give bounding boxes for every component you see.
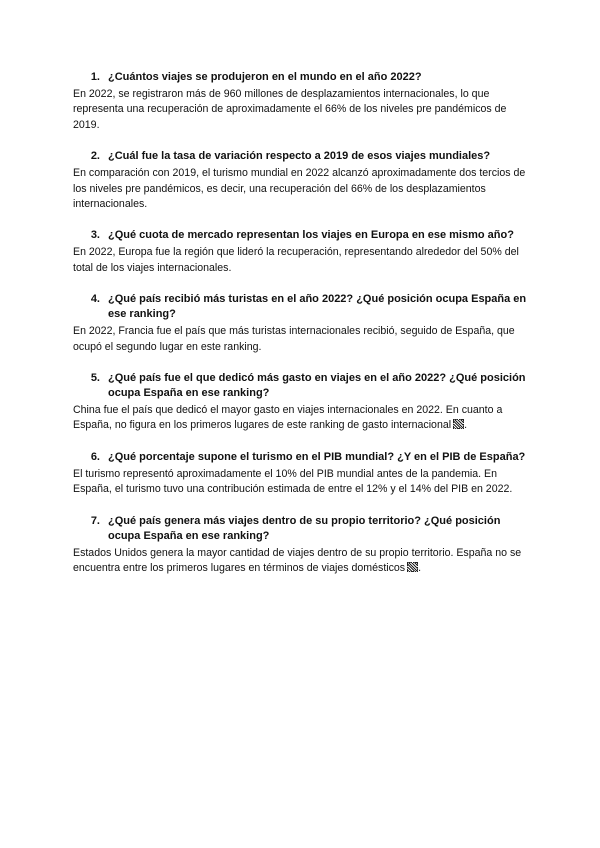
question-number: 5. [90, 372, 100, 385]
question-number: 4. [90, 293, 100, 306]
question-heading [73, 149, 533, 164]
answer-text: En 2022, Francia fue el país que más turistas internacionales recibió, seguido de España, que ocupó el segundo lugar en este ranking. [73, 325, 515, 353]
qa-item-7 [73, 514, 533, 577]
question-text: ¿Cuántos viajes se produjeron en el mundo en el año 2022? [108, 71, 422, 83]
qa-item-6 [73, 450, 533, 498]
question-text: ¿Cuál fue la tasa de variación respecto a 2019 de esos viajes mundiales? [108, 150, 491, 163]
answer-text: China fue el país que dedicó el mayor gasto en viajes internacionales en 2022. En cuanto a España, no figura en los primeros lugares de este ranking de gasto internacional [73, 404, 503, 432]
qa-item-4 [73, 292, 533, 355]
qa-item-5 [73, 371, 533, 434]
question-heading [73, 450, 533, 465]
question-heading [73, 292, 533, 322]
missing-glyph-icon [453, 419, 464, 429]
question-number: 7. [90, 514, 100, 527]
qa-item-1 [73, 70, 533, 133]
answer-text: En 2022, se registraron más de 960 millones de desplazamientos internacionales, lo que representa una recuperación de aproximadamente el 66% de los niveles pre pandémicos de 2019. [73, 88, 507, 131]
answer-text: En 2022, Europa fue la región que lideró la recuperación, representando alrededor del 50% del total de los viajes internacionales. [73, 246, 519, 274]
question-text: ¿Qué país fue el que dedicó más gasto en viajes en el año 2022? ¿Qué posición ocupa España en ese ranking? [108, 372, 526, 400]
question-number: 6. [90, 450, 100, 463]
qa-item-2 [73, 149, 533, 212]
question-number: 3. [90, 229, 100, 242]
question-number: 2. [90, 150, 100, 163]
question-number: 1. [90, 71, 100, 83]
answer-text: El turismo representó aproximadamente el 10% del PIB mundial antes de la pandemia. En España, el turismo tuvo una contribución estimada de entre el 12% y el 14% del PIB en 2022. [73, 467, 513, 496]
qa-item-3 [73, 228, 533, 276]
question-heading [73, 371, 533, 401]
question-heading [73, 514, 533, 544]
answer-text: Estados Unidos genera la mayor cantidad de viajes dentro de su propio territorio. España no se encuentra entre los primeros lugares en términos de viajes domésticos [73, 546, 522, 575]
question-text: ¿Qué país genera más viajes dentro de su propio territorio? ¿Qué posición ocupa España en ese ranking? [108, 514, 501, 542]
question-text: ¿Qué país recibió más turistas en el año 2022? ¿Qué posición ocupa España en ese ranking? [108, 293, 527, 321]
answer-text: En comparación con 2019, el turismo mundial en 2022 alcanzó aproximadamente dos tercios de los niveles pre pandémicos, es decir, una recuperación del 66% de los desplazamientos internacionales. [73, 167, 526, 211]
document-content [73, 70, 533, 593]
question-heading [73, 70, 533, 85]
question-text: ¿Qué cuota de mercado representan los viajes en Europa en ese mismo año? [108, 229, 514, 242]
question-text: ¿Qué porcentaje supone el turismo en el PIB mundial? ¿Y en el PIB de España? [108, 450, 526, 463]
answer-paragraph: Estados Unidos genera la mayor cantidad de viajes dentro de su propio territorio. España no se encuentra entre los primeros lugares en términos de viajes domésticos . [73, 546, 522, 575]
missing-glyph-icon [407, 562, 418, 572]
answer-paragraph: China fue el país que dedicó el mayor gasto en viajes internacionales en 2022. En cuanto a España, no figura en los primeros lugares de este ranking de gasto internacional . [73, 404, 503, 432]
question-heading [73, 228, 533, 243]
